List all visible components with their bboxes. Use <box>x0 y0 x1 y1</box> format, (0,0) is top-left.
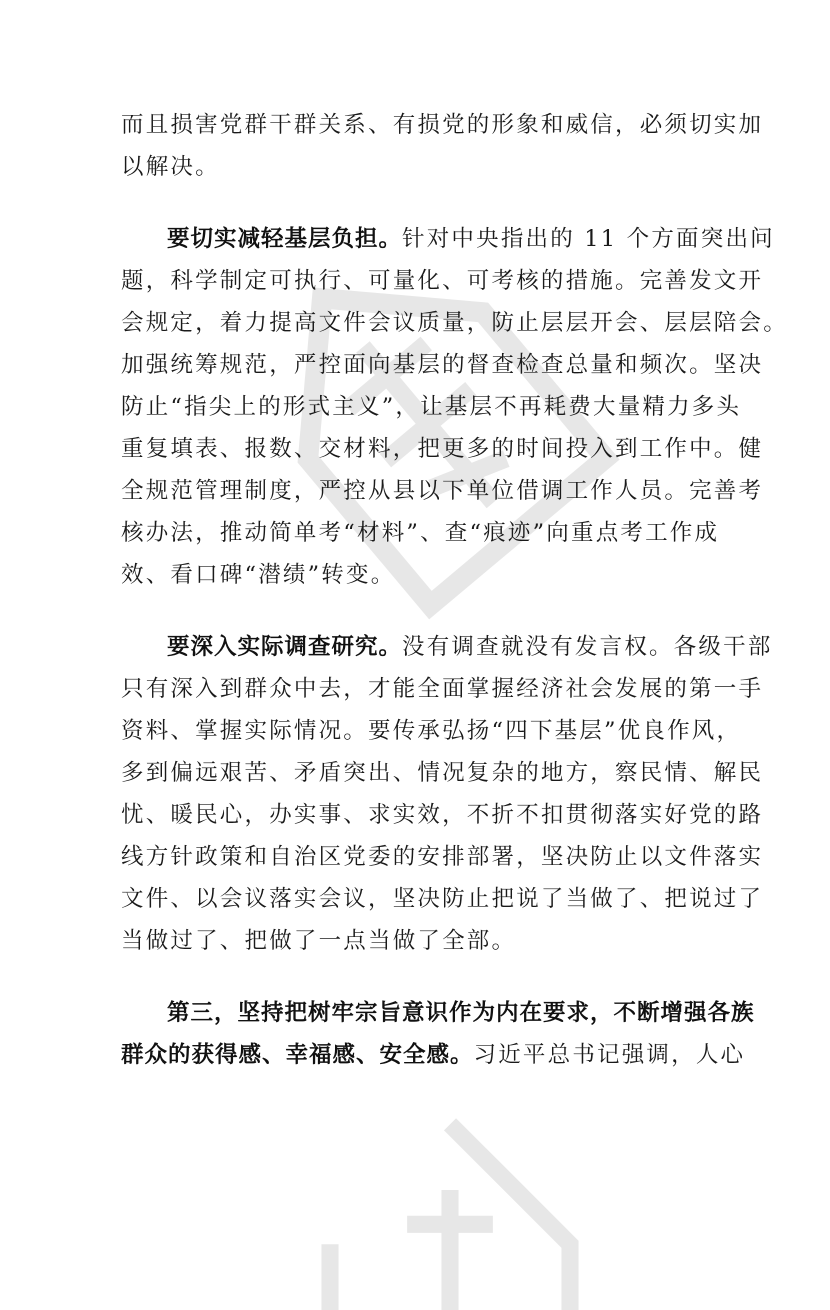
document-body <box>121 104 788 1076</box>
text-line: 防止“指尖上的形式主义”，让基层不再耗费大量精力多头 <box>121 394 742 420</box>
logo-watermark-icon-bottom <box>300 1110 600 1310</box>
bold-heading: 第三，坚持把树牢宗旨意识作为内在要求，不断增强各族 <box>167 1000 755 1026</box>
text-line: 效、看口碑“潜绩”转变。 <box>121 562 396 588</box>
text-line: 会规定，着力提高文件会议质量，防止层层开会、层层陪会。 <box>121 310 788 336</box>
text-line: 以解决。 <box>121 154 220 180</box>
text-line: 全规范管理制度，严控从县以下单位借调工作人员。完善考 <box>121 478 764 504</box>
paragraph-3 <box>121 626 773 962</box>
paragraph-2 <box>121 218 788 596</box>
text-line: 题，科学制定可执行、可量化、可考核的措施。完善发文开 <box>121 268 764 294</box>
text-line: 资料、掌握实际情况。要传承弘扬“四下基层”优良作风， <box>121 718 742 744</box>
bold-heading-continued: 群众的获得感、幸福感、安全感。 <box>121 1042 474 1068</box>
text-line: 忧、暖民心，办实事、求实效，不折不扣贯彻落实好党的路 <box>121 802 764 828</box>
text-line: 多到偏远艰苦、矛盾突出、情况复杂的地方，察民情、解民 <box>121 760 764 786</box>
text-line: 加强统筹规范，严控面向基层的督查检查总量和频次。坚决 <box>121 352 764 378</box>
bold-heading: 要深入实际调查研究。 <box>167 634 403 660</box>
text-line: 核办法，推动简单考“材料”、查“痕迹”向重点考工作成 <box>121 520 720 546</box>
text-line: 要深入实际调查研究。没有调查就没有发言权。各级干部 <box>167 634 773 660</box>
paragraph-4 <box>121 992 755 1076</box>
bold-heading: 要切实减轻基层负担。 <box>167 226 403 252</box>
text-line: 而且损害党群干群关系、有损党的形象和威信，必须切实加 <box>121 112 764 138</box>
text-line: 文件、以会议落实会议，坚决防止把说了当做了、把说过了 <box>121 886 764 912</box>
text-line: 线方针政策和自治区党委的安排部署，坚决防止以文件落实 <box>121 844 764 870</box>
text-line: 要切实减轻基层负担。针对中央指出的 11 个方面突出问 <box>167 226 775 252</box>
text-line: 只有深入到群众中去，才能全面掌握经济社会发展的第一手 <box>121 676 764 702</box>
text-line <box>121 992 755 1034</box>
text-line: 群众的获得感、幸福感、安全感。习近平总书记强调，人心 <box>121 1042 746 1068</box>
paragraph-1 <box>121 104 764 188</box>
text-line: 重复填表、报数、交材料，把更多的时间投入到工作中。健 <box>121 436 764 462</box>
text-line: 当做过了、把做了一点当做了全部。 <box>121 928 517 954</box>
